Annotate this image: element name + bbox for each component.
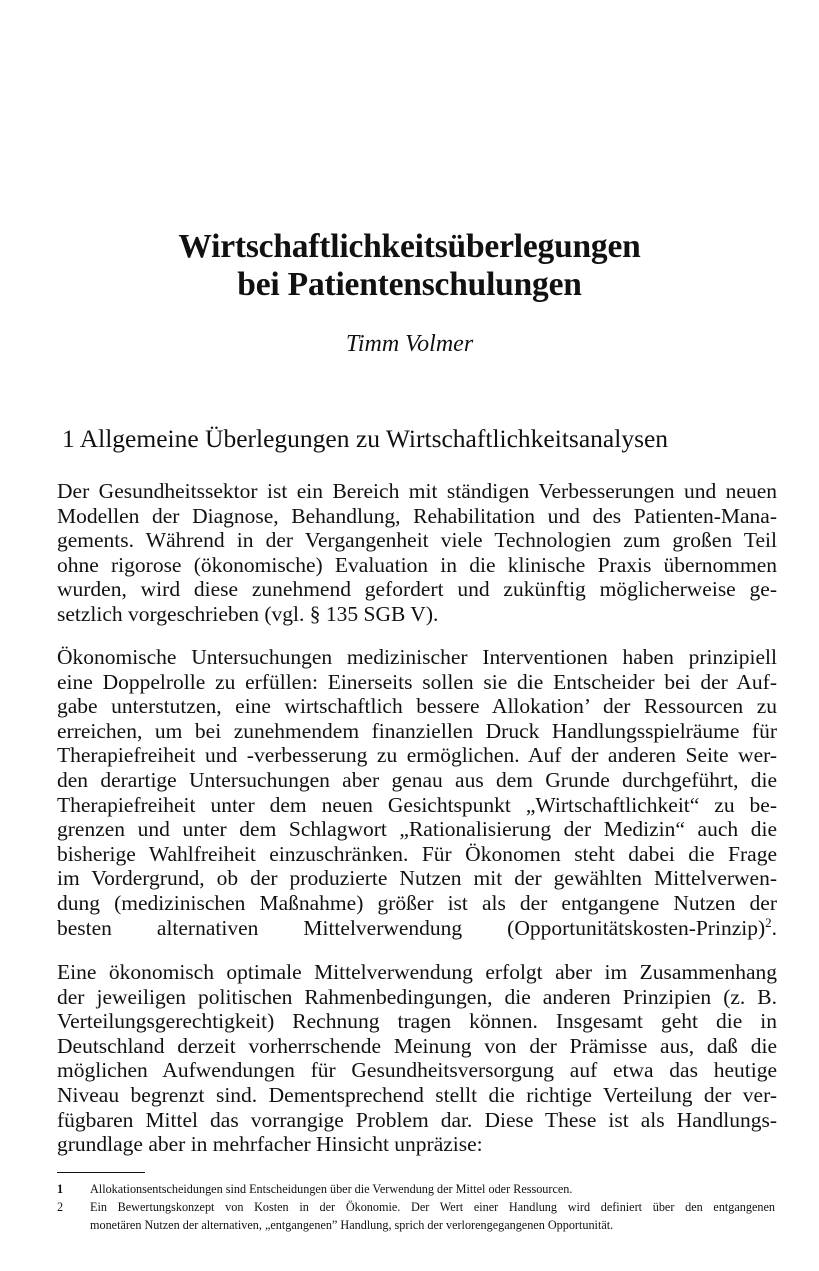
paragraph-1 — [57, 479, 777, 627]
text-line: Deutschland derzeit vorherrschende Meinung von der Prämisse aus, daß die — [57, 1033, 777, 1058]
text-line: Ökonomische Untersuchungen medizinischer Interventionen haben prinzipiell — [57, 645, 777, 669]
footnote-divider — [57, 1172, 145, 1173]
footnote-text — [90, 1198, 775, 1234]
text-line: den derartige Untersuchungen aber genau aus dem Grunde durchgeführt, die — [57, 767, 777, 792]
text-line: Der Gesundheitssektor ist ein Bereich mit ständigen Verbesserungen und neuen — [57, 479, 777, 503]
author-name: Timm Volmer — [345, 331, 474, 357]
text-line: gabe unterstutzen, eine wirtschaftlich bessere Allokation’ der Ressourcen zu — [57, 694, 777, 719]
text-line: im Vordergrund, ob der produzierte Nutzen mit der gewählten Mittelverwen- — [57, 866, 777, 891]
footnote-number: 2 — [57, 1200, 64, 1214]
text-line: der jeweiligen politischen Rahmenbedingungen, die anderen Prinzipien (z. B. — [57, 984, 777, 1009]
footnote-ref-2[interactable]: 2 — [765, 914, 772, 930]
title-line-1: Wirtschaftlichkeitsüberlegungen — [178, 228, 641, 265]
text-line: ohne rigorose (ökonomische) Evaluation in die klinische Praxis übernommen — [57, 552, 777, 577]
text-line: wurden, wird diese zunehmend gefordert und zukünftig möglicherweise ge- — [57, 577, 777, 602]
text-line-with-footnote — [57, 916, 777, 941]
text-line: dung (medizinischen Maßnahme) größer ist als der entgangene Nutzen der — [57, 890, 777, 915]
text-line: möglichen Aufwendungen für Gesundheitsversorgung auf etwa das heutige — [57, 1058, 777, 1083]
footnote-line: monetären Nutzen der alternativen, „entgangenen” Handlung, sprich der verlorengegangenen Opportunität. — [90, 1218, 614, 1232]
footnote-line: Allokationsentscheidungen sind Entscheidungen über die Verwendung der Mittel oder Ressourcen. — [90, 1182, 573, 1196]
text-line: erreichen, um bei zunehmendem finanziellen Druck Handlungsspielräume für — [57, 718, 777, 743]
footnote-line: Ein Bewertungskonzept von Kosten in der Ökonomie. Der Wert einer Handlung wird definiert über den entgangenen — [90, 1200, 775, 1214]
text-line: grundlage aber in mehrfacher Hinsicht unpräzise: — [57, 1132, 483, 1157]
footnote-text — [90, 1180, 775, 1198]
text-line: grenzen und unter dem Schlagwort „Rationalisierung der Medizin“ auch die — [57, 817, 777, 842]
text-line: fügbaren Mittel das vorrangige Problem dar. Diese These ist als Handlungs- — [57, 1107, 777, 1132]
paper-title — [0, 228, 819, 304]
text-line: eine Doppelrolle zu erfüllen: Einerseits sollen sie die Entscheider bei der Auf- — [57, 669, 777, 694]
footnote-number: 1 — [57, 1182, 64, 1196]
text-line: Niveau begrenzt sind. Dementsprechend stellt die richtige Verteilung der ver- — [57, 1082, 777, 1107]
text-line: gements. Während in der Vergangenheit viele Technologien zum großen Teil — [57, 528, 777, 553]
footnotes — [57, 1180, 775, 1234]
text-line: Therapiefreiheit unter dem neuen Gesichtspunkt „Wirtschaftlichkeit“ zu be- — [57, 792, 777, 817]
footnote-2 — [57, 1198, 775, 1234]
text-line: bisherige Wahlfreiheit einzuschränken. Für Ökonomen steht dabei die Frage — [57, 841, 777, 866]
text-line: Modellen der Diagnose, Behandlung, Rehabilitation und des Patienten-Mana- — [57, 503, 777, 528]
footnote-1 — [57, 1180, 775, 1198]
paragraph-2 — [57, 645, 777, 940]
text-line: Eine ökonomisch optimale Mittelverwendung erfolgt aber im Zusammenhang — [57, 960, 777, 984]
sentence-end: . — [771, 915, 777, 940]
section-heading: 1 Allgemeine Überlegungen zu Wirtschaftlichkeitsanalysen — [62, 424, 669, 453]
text-line: setzlich vorgeschrieben (vgl. § 135 SGB V). — [57, 601, 439, 626]
text-line: besten alternativen Mittelverwendung (Opportunitätskosten-Prinzip) — [57, 915, 766, 940]
paragraph-3 — [57, 960, 777, 1157]
text-line: Therapiefreiheit und -verbesserung zu ermöglichen. Auf der anderen Seite wer- — [57, 743, 777, 768]
title-line-2: bei Patientenschulungen — [237, 266, 582, 303]
text-line: Verteilungsgerechtigkeit) Rechnung tragen können. Insgesamt geht die in — [57, 1009, 777, 1034]
